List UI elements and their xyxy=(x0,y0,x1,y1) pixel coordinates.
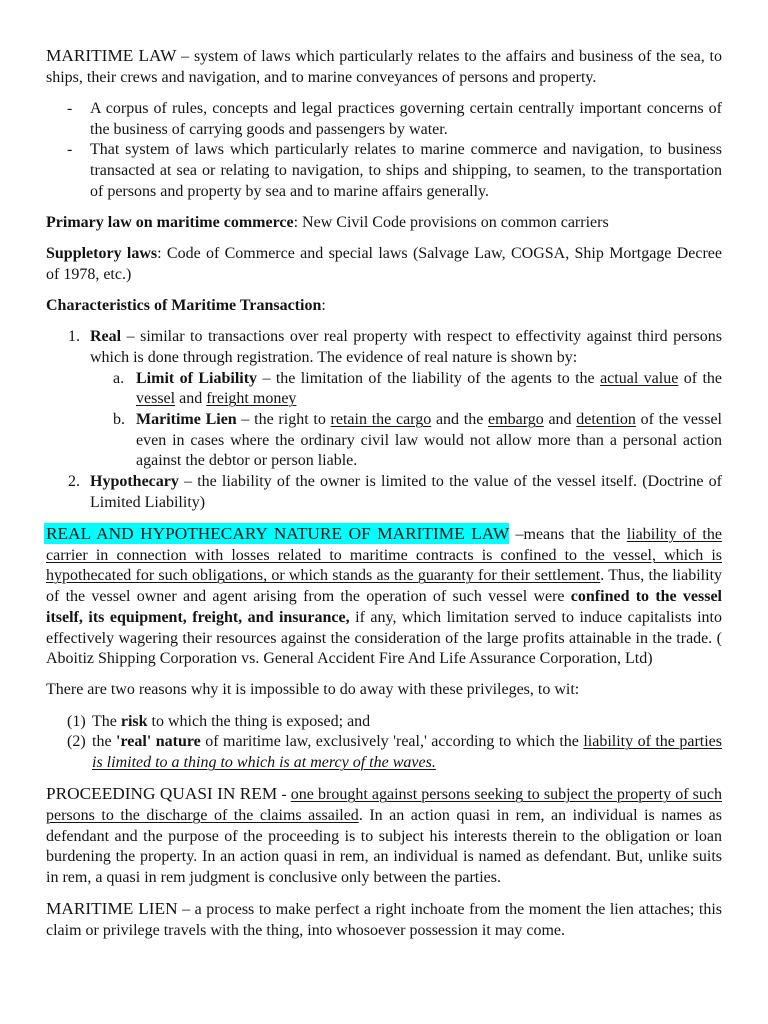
bold-text: confined to the vessel itself, its equipment, freight, and insurance, xyxy=(46,588,723,626)
list-number: 1. xyxy=(68,328,80,346)
reason-item xyxy=(46,732,722,773)
text-run: and xyxy=(543,411,577,429)
maritime-law-definition-text: – system of laws which particularly relates to the affairs and business of the sea, to ships, their crews and navigation, and to marine conveyances of persons and property. xyxy=(46,48,722,86)
text-run: if any, which limitation served to induce capitalists into effectively wagering their resources against the consideration of the large profits attainable in the trade. ( Aboitiz Shipping Corporation vs. General Accident Fire And Life Assurance Corporation, Ltd) xyxy=(46,608,722,668)
characteristics-label: Characteristics of Maritime Transaction xyxy=(46,297,322,315)
underlined-text: retain the cargo xyxy=(330,411,432,429)
sub-item-letter: b. xyxy=(113,411,125,429)
list-item-real xyxy=(46,327,722,368)
underlined-text: vessel xyxy=(136,390,176,408)
underlined-text: actual value xyxy=(600,369,679,387)
bullet-marker: - xyxy=(67,141,73,159)
bold-text: 'real' nature xyxy=(116,733,201,751)
text-run: . In an action quasi in rem, an individual is names as defendant and the purpose of the proceeding is to subject his interests therein to the obligation or loan burdening the property. In an action quasi in rem, an individual is named as defendant. But, unlike suits in rem, a quasi in rem judgment is conclusive only between the parties. xyxy=(46,807,722,887)
highlighted-term: REAL AND HYPOTHECARY NATURE OF MARITIME LAW xyxy=(46,524,510,544)
list-number: 2. xyxy=(68,473,80,491)
primary-law-label: Primary law on maritime commerce xyxy=(46,213,294,231)
maritime-law-definition xyxy=(46,46,722,88)
underlined-italic-text: is limited to a thing to which is at mercy of the waves. xyxy=(92,754,436,772)
text-run: - xyxy=(277,786,291,804)
characteristics-heading xyxy=(46,296,722,317)
text-run: of maritime law, exclusively 'real,' according to which the xyxy=(200,733,584,751)
maritime-lien-text: – a process to make perfect a right inchoate from the moment the lien attaches; this claim or privilege travels with the thing, into whosoever possession it may come. xyxy=(46,901,723,940)
text-run: the xyxy=(92,733,117,751)
sub-item-letter: a. xyxy=(113,369,125,387)
sub-item-term: Limit of Liability xyxy=(136,369,258,387)
list-item-text: That system of laws which particularly relates to marine commerce and navigation, to business transacted at sea or relating to navigation, to ships and shipping, to seamen, to the transportation of persons and property by sea and to marine affairs generally. xyxy=(90,141,722,200)
text-run: of the vessel even in cases where the ordinary civil law would not allow more than a personal action against the debtor or person liable. xyxy=(136,411,722,470)
sub-item-maritime-lien xyxy=(46,410,722,472)
reason-number: (2) xyxy=(67,733,86,751)
real-hypothecary-paragraph xyxy=(46,524,722,670)
characteristics-list xyxy=(46,327,722,513)
reason-item xyxy=(46,712,722,733)
text-run: of the xyxy=(678,369,723,387)
text-run: . Thus, the liability of the vessel owner and agent arising from the operation of such vessel were xyxy=(46,567,723,606)
underlined-text: freight money xyxy=(206,390,297,408)
reason-number: (1) xyxy=(67,712,86,730)
underlined-text: liability of the parties xyxy=(583,733,723,751)
term-proceeding-quasi-in-rem: PROCEEDING QUASI IN REM xyxy=(46,784,278,804)
reasons-list xyxy=(46,712,722,774)
item-term: Real xyxy=(90,328,122,346)
term-maritime-lien: MARITIME LIEN xyxy=(46,899,178,919)
bold-text: risk xyxy=(120,712,148,730)
text-run: The xyxy=(92,712,121,730)
suppletory-laws-label: Suppletory laws xyxy=(46,245,158,263)
suppletory-laws-text: : Code of Commerce and special laws (Salvage Law, COGSA, Ship Mortgage Decree of 1978, etc.) xyxy=(46,245,723,283)
primary-law-text: : New Civil Code provisions on common carriers xyxy=(293,213,609,231)
sub-item-term: Maritime Lien xyxy=(136,411,237,429)
underlined-text: one brought against persons seeking to subject the property of such persons to the discharge of the claims assailed xyxy=(46,786,722,824)
list-item xyxy=(46,99,722,140)
text-run: – the right to xyxy=(236,411,331,429)
sub-item-limit-of-liability xyxy=(46,369,722,410)
suppletory-laws-paragraph xyxy=(46,244,722,285)
underlined-text: liability of the carrier in connection with losses related to maritime contracts is confined to the vessel, which is hypothecated for such obligations, or which stands as the guaranty for their settlement xyxy=(46,526,722,585)
reasons-intro: There are two reasons why it is impossible to do away with these privileges, to wit: xyxy=(46,681,580,699)
text-run: and xyxy=(175,390,207,408)
underlined-text: detention xyxy=(576,411,636,429)
maritime-lien-paragraph xyxy=(46,899,722,941)
text-run: to which the thing is exposed; and xyxy=(147,712,371,730)
item-text: – the liability of the owner is limited to the value of the vessel itself. (Doctrine of Limited Liability) xyxy=(90,473,722,511)
text-run: – the limitation of the liability of the agents to the xyxy=(257,369,601,387)
list-item xyxy=(46,140,722,202)
list-item-text: A corpus of rules, concepts and legal practices governing certain centrally important concerns of the business of carrying goods and passengers by water. xyxy=(90,99,722,138)
bullet-marker: - xyxy=(67,99,73,117)
primary-law-paragraph xyxy=(46,213,722,234)
text-run: and the xyxy=(431,411,489,429)
maritime-law-bullet-list xyxy=(46,99,722,203)
item-term: Hypothecary xyxy=(90,473,179,491)
quasi-in-rem-paragraph xyxy=(46,784,722,889)
term-maritime-law: MARITIME LAW xyxy=(46,46,177,65)
item-text: – similar to transactions over real property with respect to effectivity against third persons which is done through registration. The evidence of real nature is shown by: xyxy=(90,328,722,366)
underlined-text: embargo xyxy=(488,411,544,429)
characteristics-colon: : xyxy=(321,297,326,315)
list-item-hypothecary xyxy=(46,472,722,513)
text-run: –means that the xyxy=(509,526,627,544)
